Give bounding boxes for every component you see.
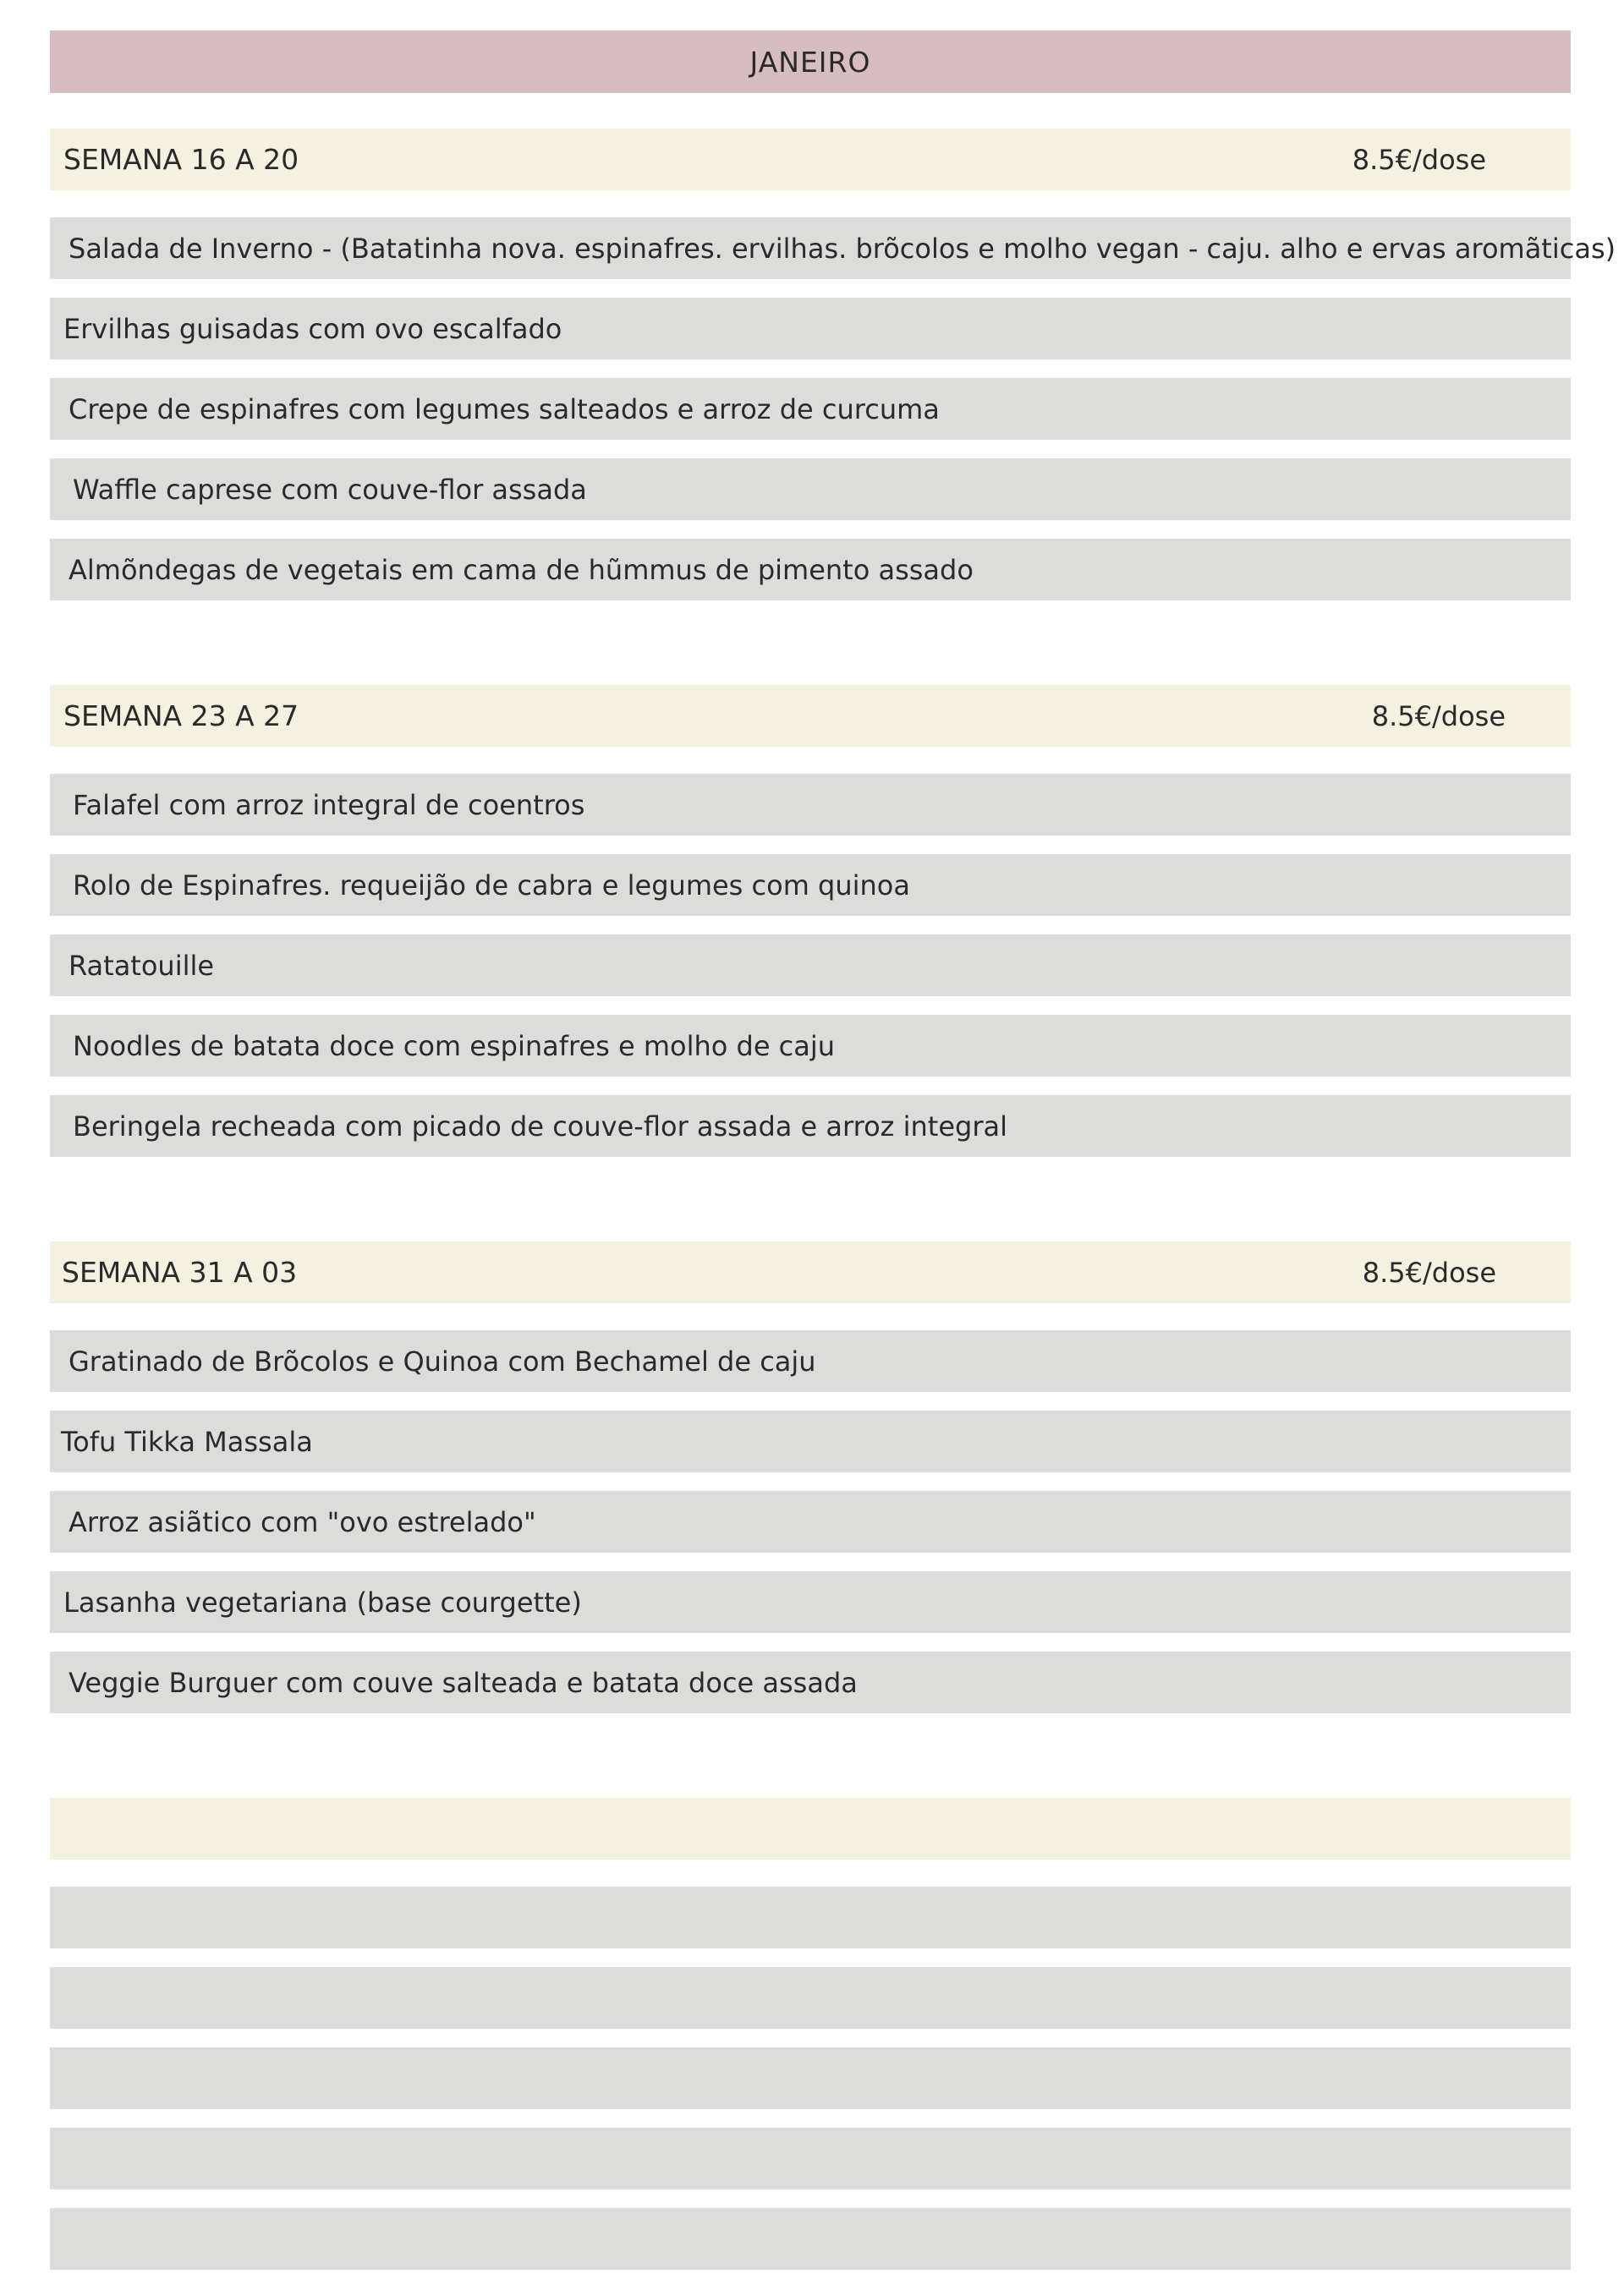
week-title: SEMANA 31 A 03 [62, 1256, 298, 1289]
dish-row [50, 1967, 1571, 2029]
week-section [50, 1241, 1571, 1713]
dish-row: Salada de Inverno - (Batatinha nova. espinafres. ervilhas. brõcolos e molho vegan - caju. alho e ervas aromãticas) [50, 217, 1571, 279]
dish-row: Veggie Burguer com couve salteada e batata doce assada [50, 1652, 1571, 1713]
week-header [50, 1241, 1571, 1303]
menu-page [50, 30, 1616, 2288]
week-header [50, 1798, 1571, 1860]
dish-row: Rolo de Espinafres. requeijão de cabra e legumes com quinoa [50, 854, 1571, 916]
dish-row [50, 2208, 1571, 2270]
week-price: 8.5€/dose [1352, 143, 1486, 176]
dish-row: Ratatouille [50, 934, 1571, 996]
dish-row: Beringela recheada com picado de couve-flor assada e arroz integral [50, 1095, 1571, 1157]
month-header [50, 30, 1571, 93]
week-title: SEMANA 16 A 20 [63, 143, 299, 176]
dish-row [50, 2128, 1571, 2189]
dish-row: Ervilhas guisadas com ovo escalfado [50, 298, 1571, 359]
week-section [50, 129, 1616, 600]
week-title: SEMANA 23 A 27 [63, 699, 299, 732]
week-section-empty [50, 1798, 1571, 2270]
dish-row [50, 1887, 1571, 1948]
dish-list [50, 1887, 1571, 2270]
dish-row: Gratinado de Brõcolos e Quinoa com Bechamel de caju [50, 1330, 1571, 1392]
dish-list [50, 1330, 1571, 1713]
dish-row: Arroz asiãtico com "ovo estrelado" [50, 1491, 1571, 1553]
dish-row: Almõndegas de vegetais em cama de hũmmus de pimento assado [50, 539, 1571, 600]
dish-row [50, 2047, 1571, 2109]
dish-row: Tofu Tikka Massala [50, 1411, 1571, 1472]
dish-row: Falafel com arroz integral de coentros [50, 774, 1571, 836]
week-price: 8.5€/dose [1371, 699, 1506, 732]
week-header [50, 129, 1571, 190]
dish-row: Crepe de espinafres com legumes salteados e arroz de curcuma [50, 378, 1571, 440]
week-header [50, 685, 1571, 747]
dish-list [50, 774, 1571, 1157]
dish-row: Waffle caprese com couve-flor assada [50, 458, 1571, 520]
week-section [50, 685, 1571, 1157]
month-title: JANEIRO [749, 45, 871, 79]
dish-row: Noodles de batata doce com espinafres e molho de caju [50, 1015, 1571, 1077]
week-price: 8.5€/dose [1362, 1256, 1496, 1289]
dish-list [50, 217, 1616, 600]
dish-row: Lasanha vegetariana (base courgette) [50, 1571, 1571, 1633]
